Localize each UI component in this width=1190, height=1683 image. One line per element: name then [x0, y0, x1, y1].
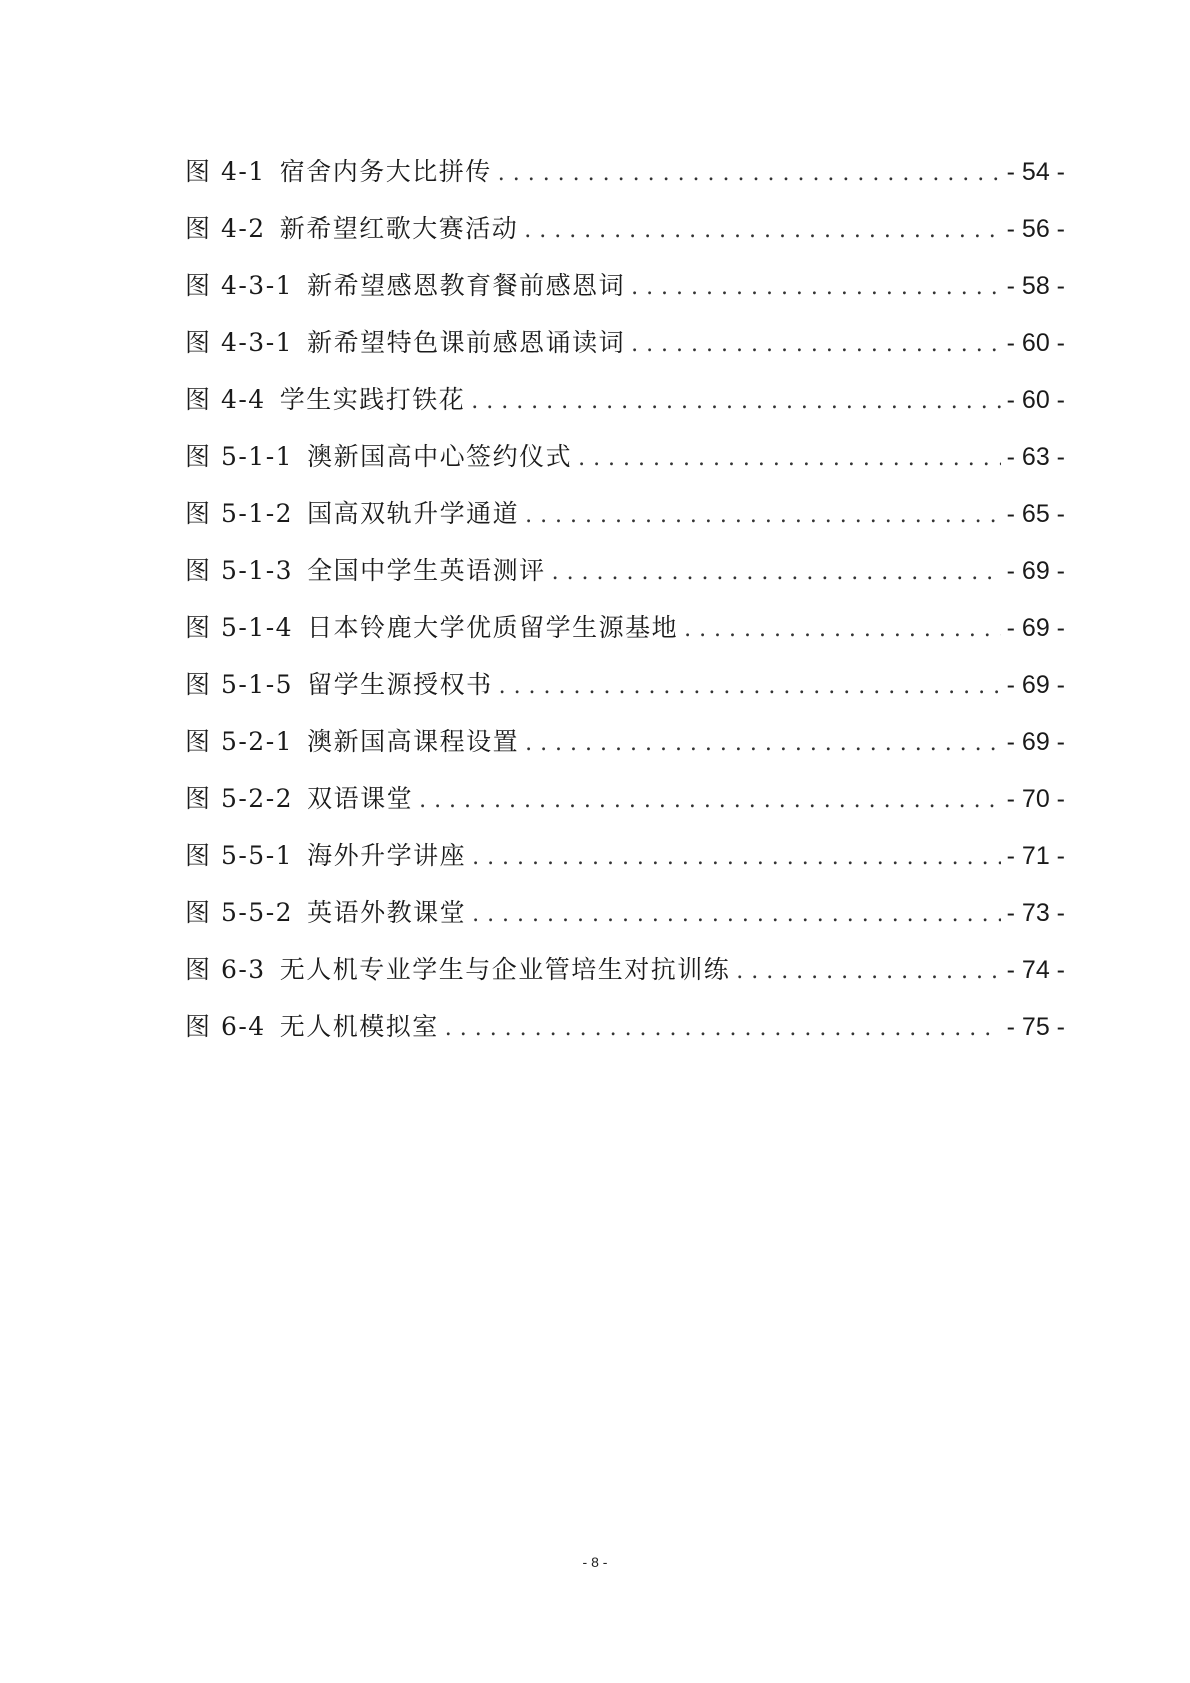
dot-leader	[524, 218, 1000, 243]
figure-title: 无人机专业学生与企业管培生对抗训练	[279, 955, 731, 984]
page-footer-number: - 8 -	[582, 1554, 608, 1570]
figure-title: 无人机模拟室	[279, 1012, 439, 1041]
figure-title: 双语课堂	[307, 784, 414, 813]
figure-title: 英语外教课堂	[307, 898, 467, 927]
figure-label: 图 4-3-1	[185, 271, 294, 300]
toc-entry[interactable]	[185, 779, 1065, 836]
figure-title: 全国中学生英语测评	[307, 556, 546, 585]
figure-page-number: - 69 -	[1006, 557, 1065, 585]
figure-page-number: - 75 -	[1006, 1013, 1065, 1041]
dot-leader	[552, 560, 1001, 585]
dot-leader	[578, 446, 1001, 471]
toc-entry[interactable]	[185, 494, 1065, 551]
figure-label: 图 4-3-1	[185, 328, 294, 357]
figure-label: 图 5-2-1	[185, 727, 294, 756]
figure-title: 澳新国高课程设置	[307, 727, 520, 756]
figure-label: 图 5-5-1	[185, 841, 294, 870]
toc-entry[interactable]	[185, 380, 1065, 437]
dot-leader	[631, 332, 1001, 357]
dot-leader	[499, 674, 1001, 699]
dot-leader	[445, 1016, 1001, 1041]
figure-label: 图 6-4	[185, 1012, 266, 1041]
figure-page-number: - 63 -	[1006, 443, 1065, 471]
figure-title: 学生实践打铁花	[279, 385, 466, 414]
figure-title: 新希望红歌大赛活动	[279, 214, 519, 243]
dot-leader	[472, 845, 1001, 870]
toc-entry[interactable]	[185, 1007, 1065, 1064]
figure-label: 图 5-1-5	[185, 670, 294, 699]
figure-title: 澳新国高中心签约仪式	[307, 442, 573, 471]
toc-entry[interactable]	[185, 209, 1065, 266]
dot-leader	[525, 503, 1001, 528]
dot-leader	[419, 788, 1001, 813]
figure-index-list	[185, 152, 1065, 1064]
toc-entry[interactable]	[185, 608, 1065, 665]
toc-entry[interactable]	[185, 665, 1065, 722]
figure-page-number: - 69 -	[1006, 614, 1065, 642]
dot-leader	[631, 275, 1001, 300]
figure-label: 图 4-2	[185, 214, 266, 243]
figure-page-number: - 54 -	[1006, 158, 1065, 186]
figure-title: 国高双轨升学通道	[307, 499, 520, 528]
dot-leader	[684, 617, 1001, 642]
figure-page-number: - 74 -	[1006, 956, 1065, 984]
toc-entry[interactable]	[185, 551, 1065, 608]
figure-title: 宿舍内务大比拼传	[279, 157, 492, 186]
figure-title: 海外升学讲座	[307, 841, 467, 870]
figure-page-number: - 71 -	[1006, 842, 1065, 870]
figure-page-number: - 60 -	[1006, 329, 1065, 357]
figure-title: 新希望特色课前感恩诵读词	[307, 328, 626, 357]
dot-leader	[471, 389, 1000, 414]
figure-page-number: - 65 -	[1006, 500, 1065, 528]
toc-entry[interactable]	[185, 836, 1065, 893]
figure-page-number: - 60 -	[1006, 386, 1065, 414]
toc-entry[interactable]	[185, 266, 1065, 323]
dot-leader	[498, 161, 1001, 186]
dot-leader	[472, 902, 1001, 927]
figure-page-number: - 70 -	[1006, 785, 1065, 813]
toc-entry[interactable]	[185, 950, 1065, 1007]
toc-entry[interactable]	[185, 323, 1065, 380]
figure-label: 图 6-3	[185, 955, 266, 984]
dot-leader	[736, 959, 1000, 984]
figure-label: 图 4-4	[185, 385, 266, 414]
figure-label: 图 5-1-4	[185, 613, 294, 642]
figure-title: 留学生源授权书	[307, 670, 493, 699]
figure-page-number: - 56 -	[1006, 215, 1065, 243]
figure-page-number: - 73 -	[1006, 899, 1065, 927]
figure-title: 新希望感恩教育餐前感恩词	[307, 271, 626, 300]
figure-label: 图 4-1	[185, 157, 266, 186]
toc-entry[interactable]	[185, 437, 1065, 494]
figure-label: 图 5-5-2	[185, 898, 294, 927]
figure-title: 日本铃鹿大学优质留学生源基地	[307, 613, 679, 642]
figure-label: 图 5-2-2	[185, 784, 294, 813]
toc-entry[interactable]	[185, 152, 1065, 209]
figure-page-number: - 69 -	[1006, 671, 1065, 699]
figure-label: 图 5-1-2	[185, 499, 294, 528]
figure-label: 图 5-1-3	[185, 556, 294, 585]
toc-entry[interactable]	[185, 722, 1065, 779]
figure-page-number: - 58 -	[1006, 272, 1065, 300]
figure-page-number: - 69 -	[1006, 728, 1065, 756]
dot-leader	[525, 731, 1001, 756]
toc-entry[interactable]	[185, 893, 1065, 950]
figure-label: 图 5-1-1	[185, 442, 294, 471]
